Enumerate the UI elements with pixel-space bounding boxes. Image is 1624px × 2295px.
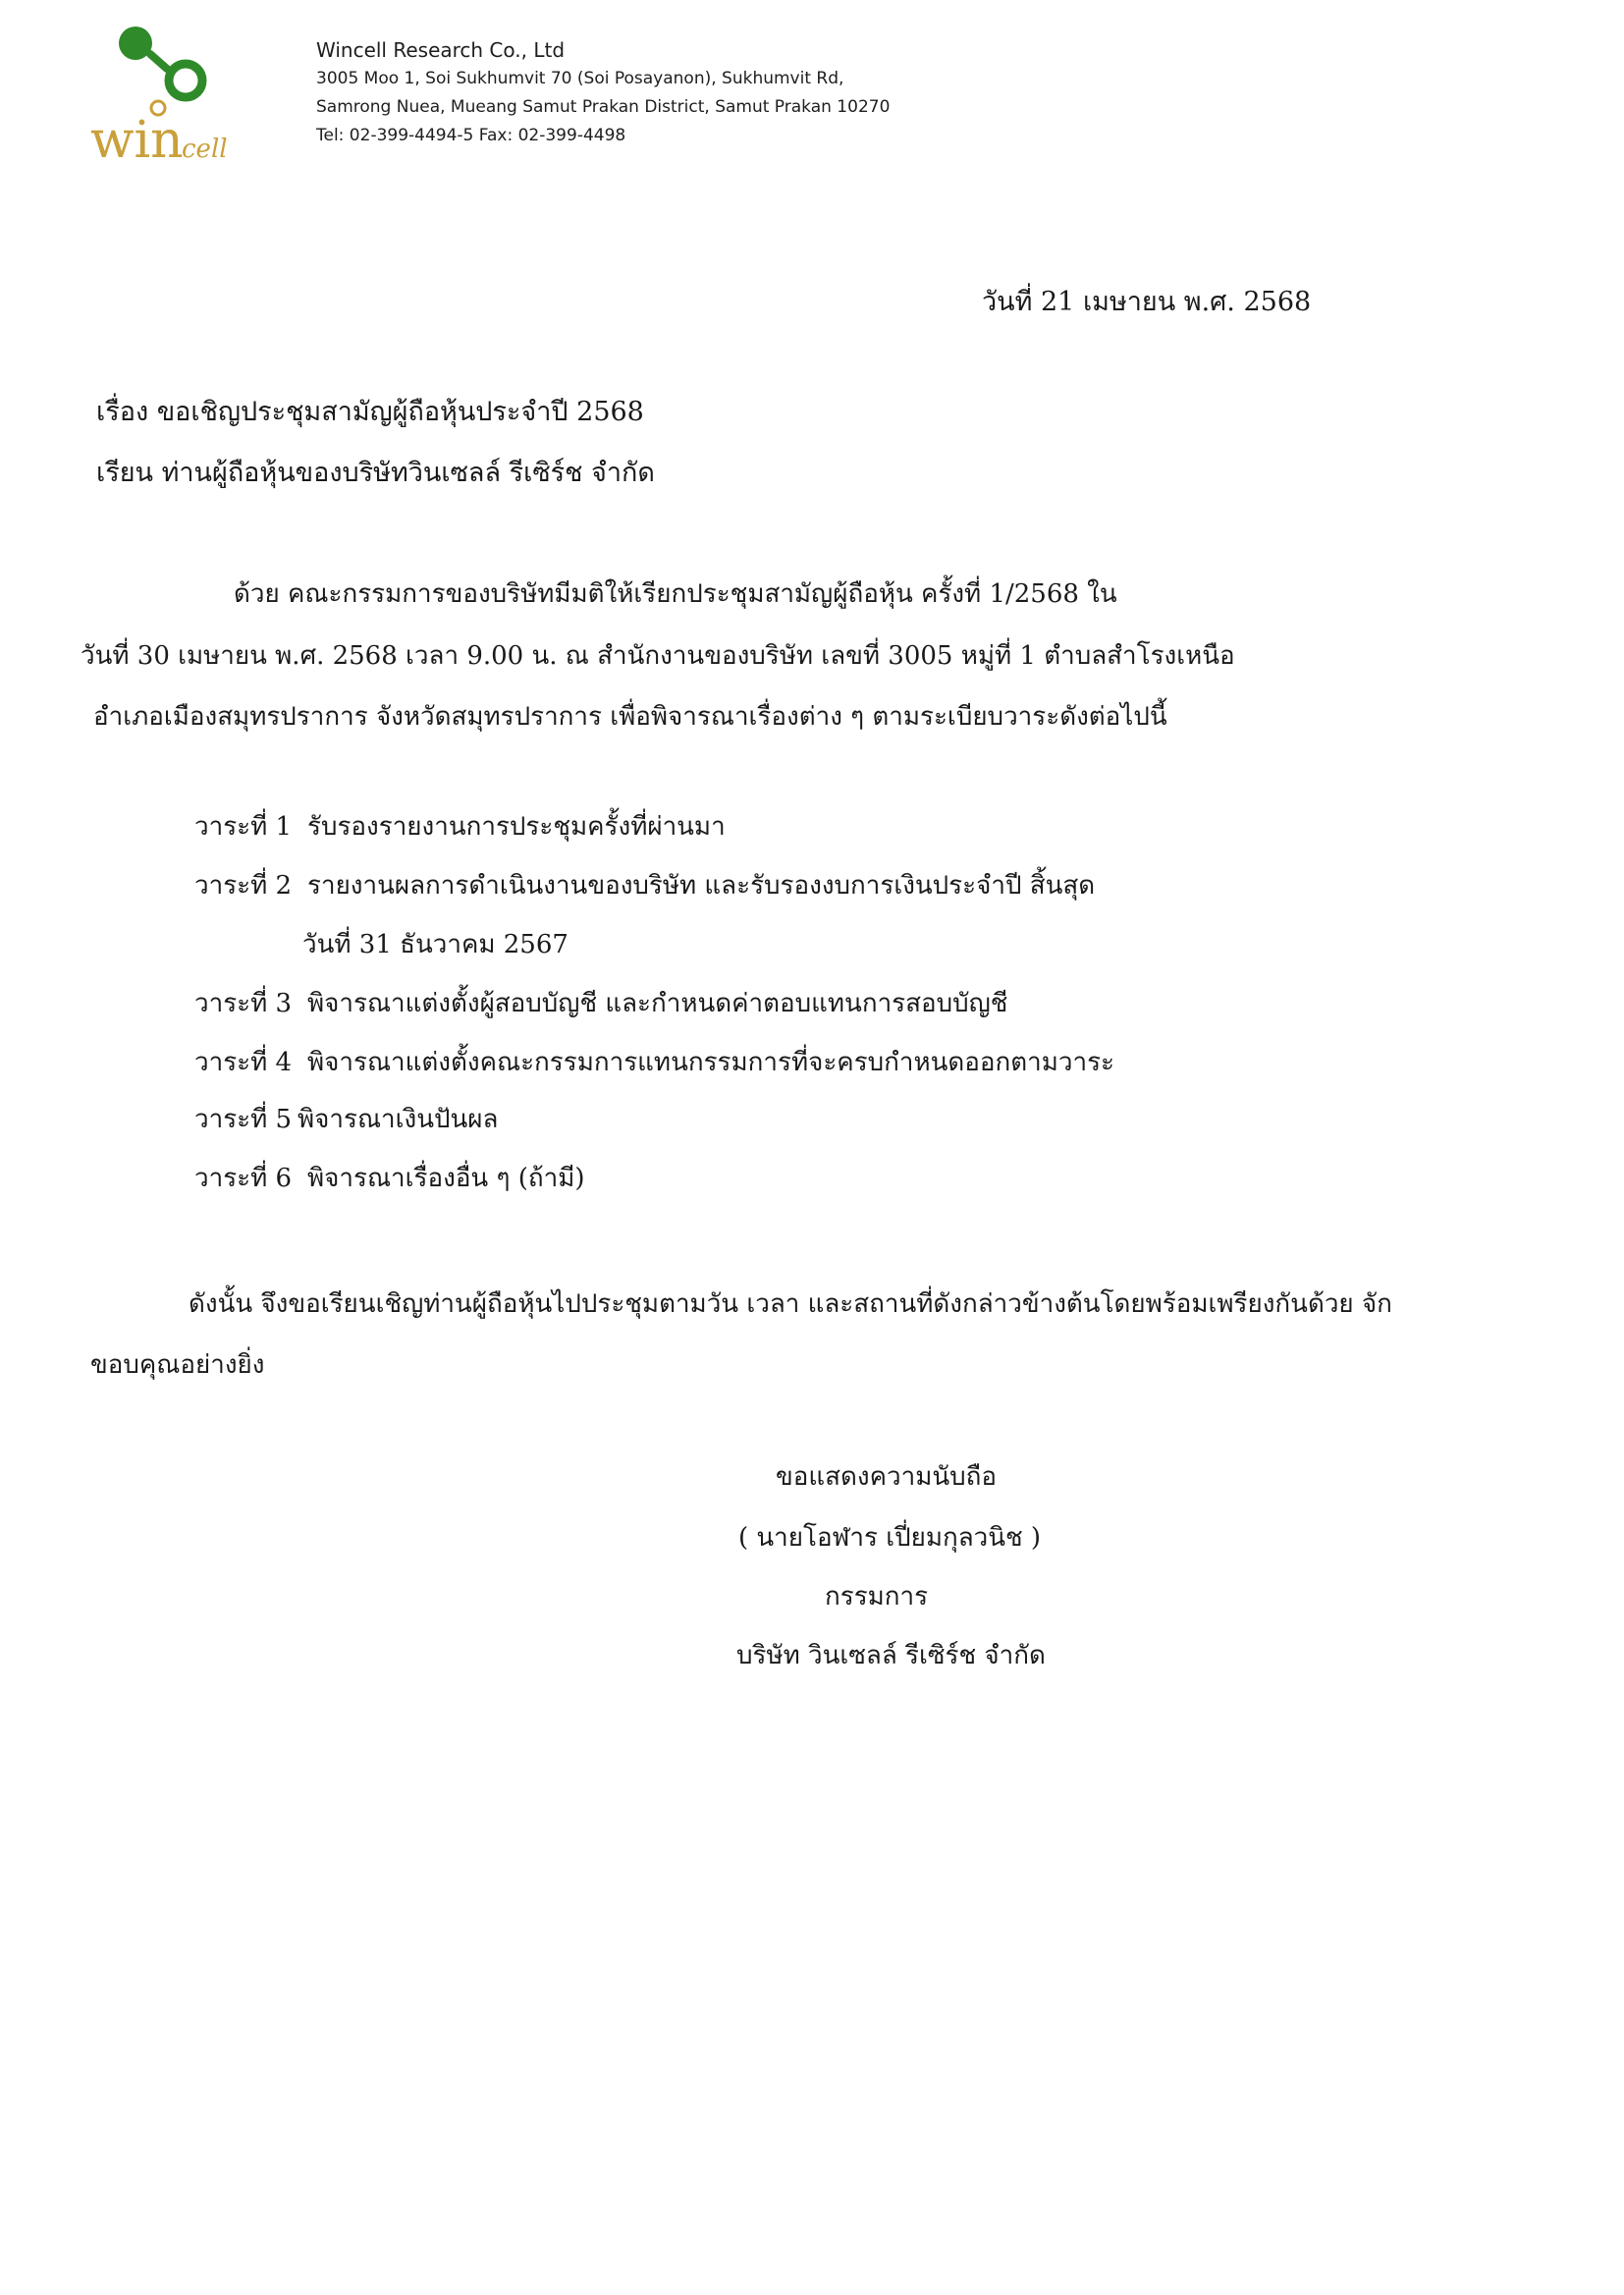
- logo-text: win: [90, 111, 184, 170]
- agenda-number: วาระที่ 6: [194, 1164, 293, 1193]
- agenda-item-3: [194, 984, 1007, 1023]
- wincell-logo: [83, 22, 299, 189]
- intro-line-1: ด้วย คณะกรรมการของบริษัทมีมติให้เรียกประชุมสามัญผู้ถือหุ้น ครั้งที่ 1/2568 ใน: [234, 579, 1117, 609]
- contact-line: Tel: 02-399-4494-5 Fax: 02-399-4498: [316, 126, 626, 145]
- logo-ring: [169, 64, 202, 97]
- agenda-number: วาระที่ 2: [194, 871, 293, 901]
- agenda-number: วาระที่ 1: [194, 812, 293, 842]
- signature-regards: ขอแสดงความนับถือ: [776, 1462, 997, 1492]
- signature-name: ( นายโอฬาร เปี่ยมกุลวนิช ): [738, 1523, 1042, 1553]
- letter-subject: เรื่อง ขอเชิญประชุมสามัญผู้ถือหุ้นประจำปี 2568: [96, 397, 644, 427]
- agenda-item-5: [194, 1100, 498, 1139]
- agenda-text: รับรองรายงานการประชุมครั้งที่ผ่านมา: [307, 812, 726, 842]
- agenda-item-6: [194, 1159, 584, 1198]
- agenda-number: วาระที่ 3: [194, 989, 293, 1018]
- agenda-text: พิจารณาแต่งตั้งคณะกรรมการแทนกรรมการที่จะครบกำหนดออกตามวาระ: [307, 1048, 1115, 1077]
- letter-date: วันที่ 21 เมษายน พ.ศ. 2568: [982, 287, 1312, 317]
- agenda-number: วาระที่ 5: [194, 1105, 293, 1134]
- agenda-text: พิจารณาเรื่องอื่น ๆ (ถ้ามี): [307, 1164, 585, 1193]
- agenda-item-2-continued: วันที่ 31 ธันวาคม 2567: [302, 930, 568, 959]
- address-line-2: Samrong Nuea, Mueang Samut Prakan District, Samut Prakan 10270: [316, 97, 891, 117]
- intro-line-2: วันที่ 30 เมษายน พ.ศ. 2568 เวลา 9.00 น. ณ สำนักงานของบริษัท เลขที่ 3005 หมู่ที่ 1 ตำบลสำโรงเหนือ: [81, 641, 1235, 671]
- agenda-item-1: [194, 807, 726, 847]
- logo-small-text: cell: [182, 135, 228, 164]
- company-info: [316, 35, 890, 150]
- letter-recipient: เรียน ท่านผู้ถือหุ้นของบริษัทวินเซลล์ รีเซิร์ช จำกัด: [96, 458, 655, 488]
- agenda-text: พิจารณาเงินปันผล: [298, 1105, 499, 1134]
- company-name: Wincell Research Co., Ltd: [316, 38, 566, 62]
- agenda-item-2: [194, 866, 1095, 905]
- agenda-text: พิจารณาแต่งตั้งผู้สอบบัญชี และกำหนดค่าตอบแทนการสอบบัญชี: [307, 989, 1008, 1018]
- signature-company: บริษัท วินเซลล์ รีเซิร์ช จำกัด: [736, 1641, 1046, 1670]
- address-line-1: 3005 Moo 1, Soi Sukhumvit 70 (Soi Posayanon), Sukhumvit Rd,: [316, 69, 844, 88]
- agenda-text: รายงานผลการดำเนินงานของบริษัท และรับรองงบการเงินประจำปี สิ้นสุด: [307, 871, 1096, 901]
- closing-line-2: ขอบคุณอย่างยิ่ง: [90, 1350, 265, 1380]
- intro-line-3: อำเภอเมืองสมุทรปราการ จังหวัดสมุทรปราการ เพื่อพิจารณาเรื่องต่าง ๆ ตามระเบียบวาระดังต่อไปนี้: [93, 702, 1167, 732]
- agenda-item-4: [194, 1043, 1114, 1082]
- signature-position: กรรมการ: [825, 1582, 929, 1612]
- closing-line-1: ดังนั้น จึงขอเรียนเชิญท่านผู้ถือหุ้นไปประชุมตามวัน เวลา และสถานที่ดังกล่าวข้างต้นโดยพร้อมเพรียงกันด้วย จัก: [189, 1289, 1392, 1319]
- agenda-number: วาระที่ 4: [194, 1048, 293, 1077]
